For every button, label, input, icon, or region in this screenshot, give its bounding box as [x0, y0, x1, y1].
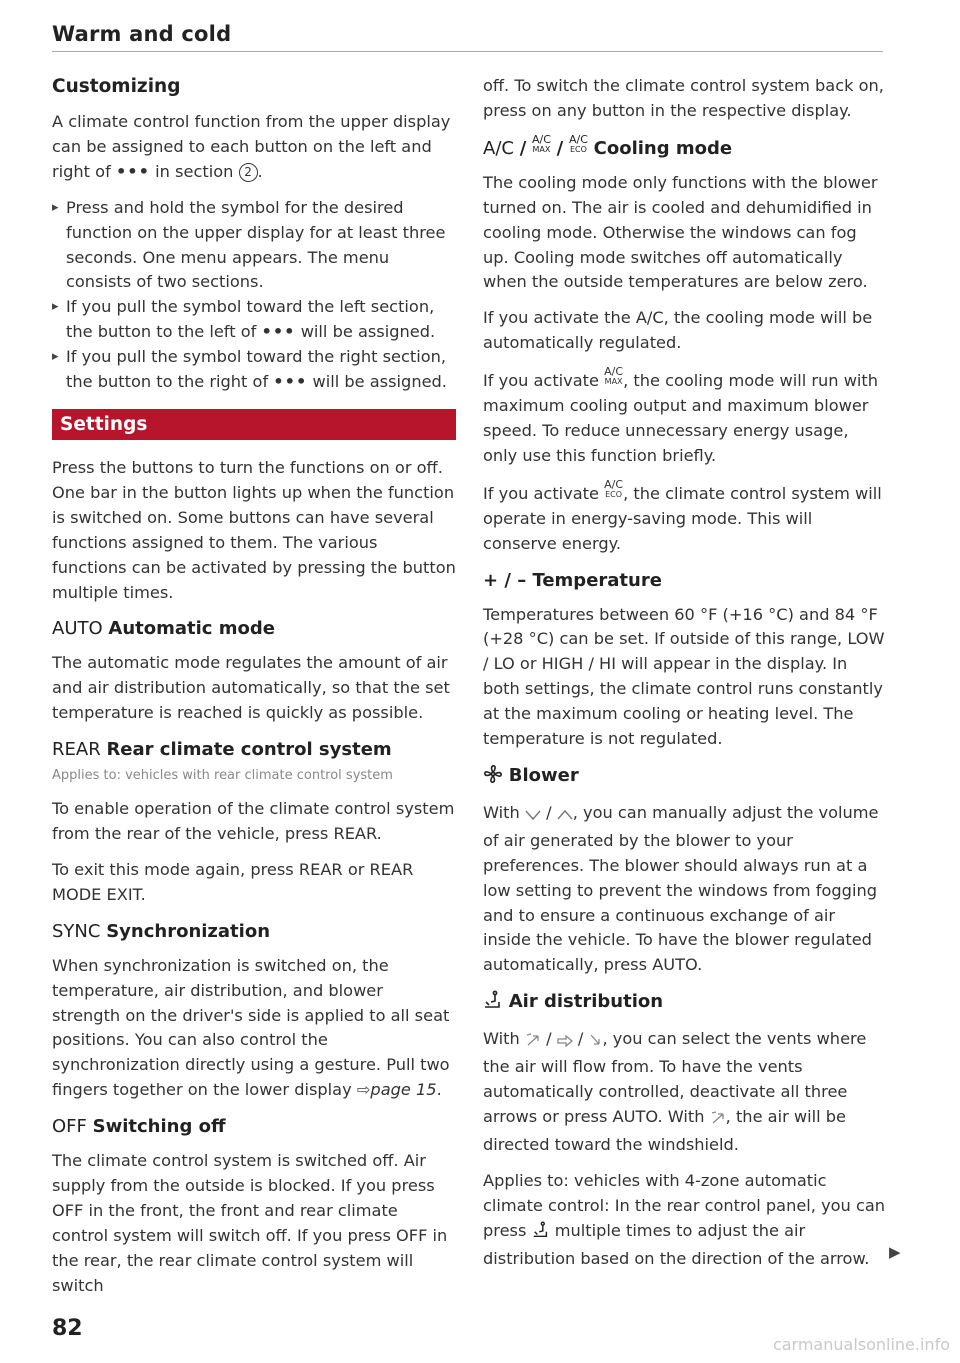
- header-rule: [52, 51, 883, 52]
- cooling-heading: A/C / A/C MAX / A/C ECO Cooling mode: [483, 132, 733, 159]
- chevron-up-icon: [557, 804, 573, 829]
- auto-text: The automatic mode regulates the amount of air and air distribution automatically, so that the set temperature is reached is quickly as possible.: [52, 653, 450, 723]
- circled-number: 2: [239, 163, 258, 182]
- ac-max-icon: A/C MAX: [532, 132, 551, 154]
- right-column: [483, 74, 887, 1282]
- settings-text: Press the buttons to turn the functions on or off. One bar in the button lights up when the function is switched on. Some buttons can have several functions assigned to them. The various functions can be activated by pressing the button multiple times.: [52, 457, 456, 602]
- header-title: Warm and cold: [52, 22, 232, 46]
- air-distribution-heading: Air distribution: [483, 989, 887, 1018]
- rear-applies-note: Applies to: vehicles with rear climate control system: [52, 768, 393, 784]
- customizing-intro: A climate control function from the upper display can be assigned to each button on the left and right of ••• in section 2 .: [52, 112, 451, 181]
- list-item: ▸ Press and hold the symbol for the desired function on the upper display for at least three seconds. One menu appears. The menu consists of two sections.: [52, 196, 456, 296]
- off-heading: OFF Switching off: [52, 1116, 226, 1138]
- windshield-arrow-icon: [710, 1108, 726, 1133]
- fan-icon: [483, 764, 503, 792]
- sync-heading: SYNC Synchronization: [52, 920, 271, 942]
- list-item: ▸ If you pull the symbol toward the right section, the button to the right of ••• will be assigned.: [52, 345, 456, 395]
- chevron-down-icon: [525, 804, 541, 829]
- settings-section-band: Settings: [52, 409, 456, 440]
- page-reference-arrow-icon: ⇨: [356, 1080, 371, 1100]
- ac-max-icon: A/C MAX: [604, 365, 624, 387]
- sync-text: When synchronization is switched on, the temperature, air distribution, and blower strength on the driver's side is applied to all seat positions. You can also control the synchronization directly using a gesture. Pull two fingers together on the lower display ⇨page 15.: [52, 955, 450, 1100]
- air-distribution-text-1: With / / , you can select the vents where the air will flow from. To have the vents automatically controlled, deactivate all three arrows or press AUTO. With , the air will be directed toward the windshield.: [483, 1029, 867, 1154]
- cooling-text-4: If you activate A/C ECO , the climate control system will operate in energy-saving mode. This will conserve energy.: [483, 477, 882, 553]
- air-distribution-icon: [532, 1221, 550, 1247]
- arrow-right-icon: [557, 1030, 573, 1055]
- air-distribution-text-2: Applies to: vehicles with 4-zone automatic climate control: In the rear control panel, you can press multiple times to adjust the air distribution based on the direction of the arrow.: [483, 1170, 886, 1268]
- customizing-heading: Customizing: [52, 76, 181, 97]
- footwell-arrow-icon: [588, 1030, 602, 1055]
- rear-heading: REAR Rear climate control system: [52, 739, 392, 761]
- continue-arrow-icon: ▶: [889, 1243, 901, 1261]
- customizing-steps: [52, 196, 456, 395]
- blower-text: With / , you can manually adjust the volume of air generated by the blower to your preferences. The blower should always run at a low setting to prevent the windows from fogging and to ensure a continuous exchange of air inside the vehicle. To have the blower regulated automatically, press AUTO.: [483, 802, 879, 975]
- auto-heading: AUTO Automatic mode: [52, 618, 275, 640]
- blower-heading: Blower: [483, 763, 887, 792]
- cooling-text-1: The cooling mode only functions with the blower turned on. The air is cooled and dehumidified in cooling mode. Otherwise the windows can fog up. Cooling mode switches off automatically when the outside temperatures are below zero.: [483, 172, 878, 292]
- air-distribution-icon: [483, 990, 503, 1018]
- cooling-text-2: If you activate the A/C, the cooling mode will be automatically regulated.: [483, 308, 873, 353]
- ac-eco-icon: A/C ECO: [604, 477, 624, 499]
- temperature-text: Temperatures between 60 °F (+16 °C) and 84 °F (+28 °C) can be set. If outside of this range, LOW / LO or HIGH / HI will appear in the display. In both settings, the climate control runs constantly at the maximum cooling or heating level. The temperature is not regulated.: [483, 604, 885, 749]
- ellipsis-icon: •••: [261, 322, 296, 342]
- page-reference-link[interactable]: page 15: [370, 1080, 437, 1100]
- list-item: ▸ If you pull the symbol toward the left section, the button to the left of ••• will be assigned.: [52, 295, 456, 345]
- ac-eco-icon: A/C ECO: [568, 132, 588, 154]
- cooling-text-3: If you activate A/C MAX , the cooling mode will run with maximum cooling output and maximum blower speed. To reduce unnecessary energy usage, only use this function briefly.: [483, 365, 879, 465]
- rear-text-2: To exit this mode again, press REAR or REAR MODE EXIT.: [52, 859, 414, 904]
- page-number: 82: [52, 1316, 83, 1341]
- rear-text-1: To enable operation of the climate control system from the rear of the vehicle, press REAR.: [52, 799, 455, 844]
- off-text: The climate control system is switched off. Air supply from the outside is blocked. If you press OFF in the front, the front and rear climate control system will switch off. If you press OFF in the rear, the rear climate control system will switch: [52, 1151, 448, 1295]
- ellipsis-icon: •••: [273, 372, 308, 392]
- watermark: carmanualsonline.info: [772, 1335, 950, 1354]
- ellipsis-icon: •••: [115, 161, 150, 181]
- temperature-heading: + / – Temperature: [483, 569, 662, 591]
- windshield-arrow-icon: [525, 1030, 541, 1055]
- left-column: [52, 74, 456, 1310]
- off-text-continued: off. To switch the climate control system back on, press on any button in the respective display.: [483, 76, 884, 120]
